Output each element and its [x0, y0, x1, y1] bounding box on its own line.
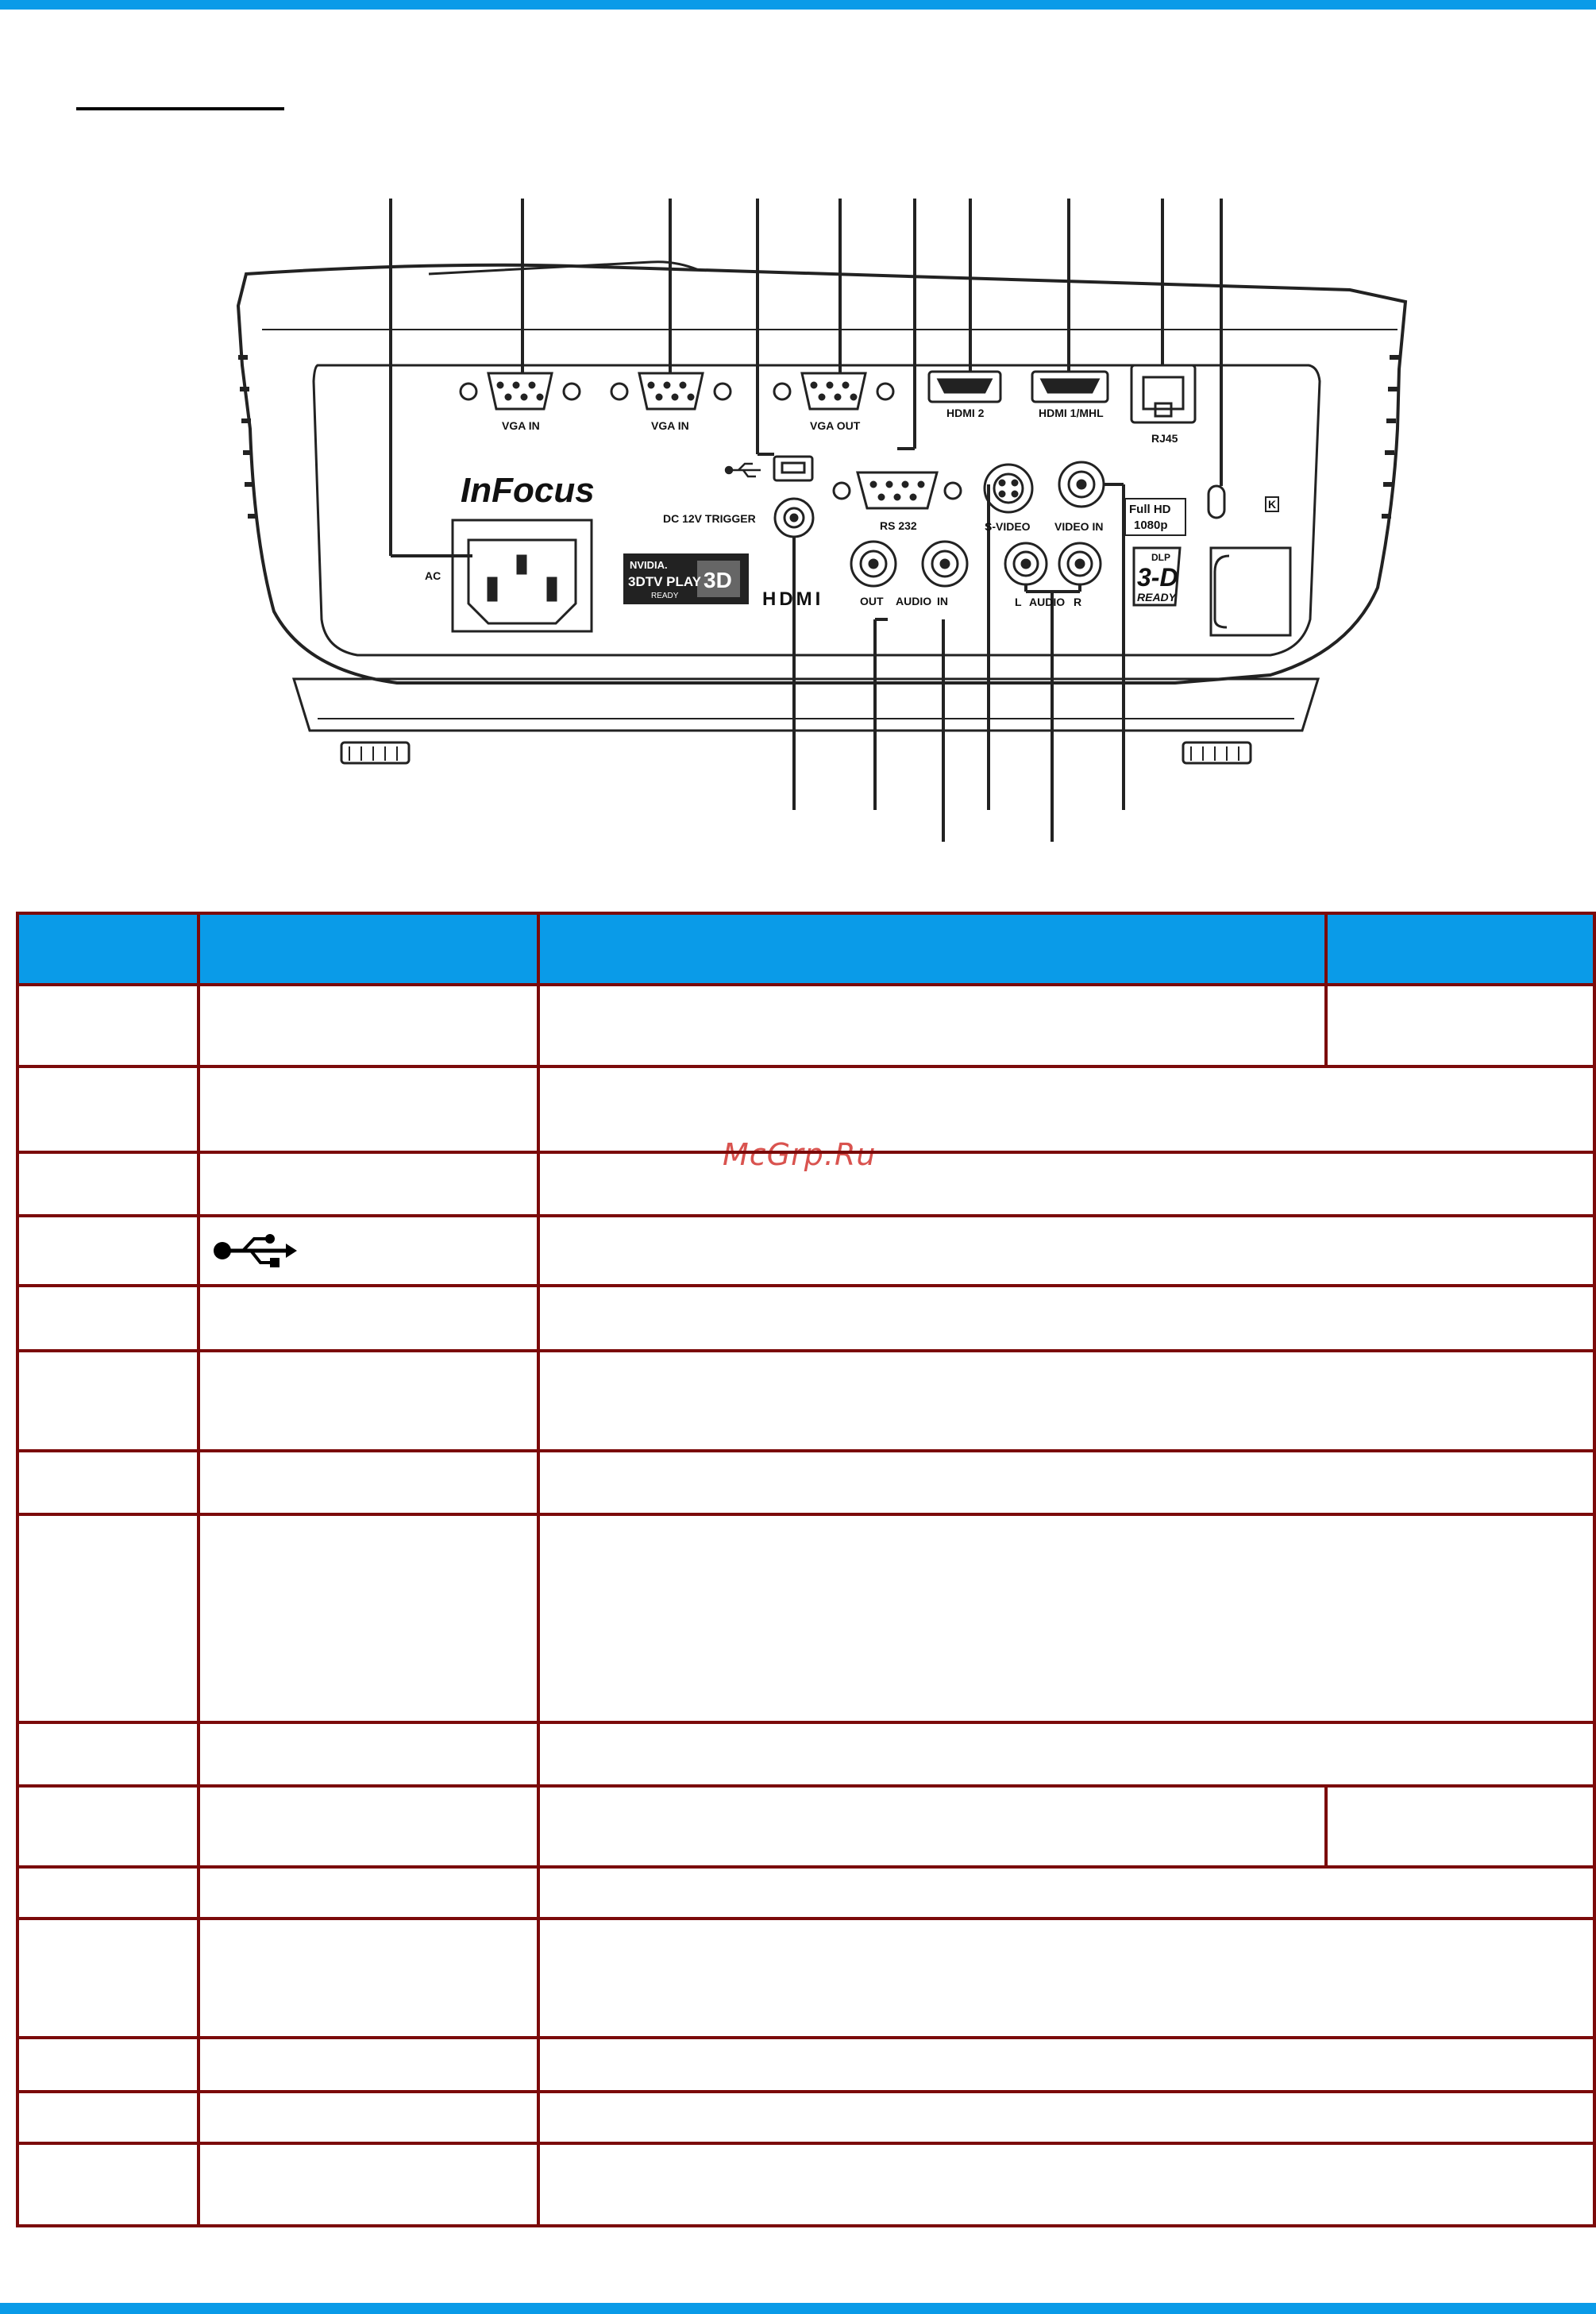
kensington-slot — [1209, 486, 1224, 518]
table-cell — [17, 1152, 199, 1216]
ac-power-inlet — [453, 520, 592, 631]
watermark: McGrp.Ru — [723, 1137, 877, 1172]
dlp-ready-label: READY — [1137, 591, 1177, 604]
usb-port — [774, 457, 812, 480]
label-audio-r: R — [1074, 596, 1082, 608]
table-row — [17, 1514, 1594, 1722]
label-vga-in-2: VGA IN — [651, 419, 689, 432]
label-svideo: S-VIDEO — [985, 520, 1031, 533]
audio-in-jack — [923, 542, 967, 586]
header-cell — [17, 913, 199, 985]
nvidia-3dtv-badge — [623, 553, 749, 604]
header-cell — [199, 913, 538, 985]
audio-l-jack — [1005, 543, 1047, 584]
header-cell — [1326, 913, 1594, 985]
hdmi-1-port — [1032, 372, 1108, 402]
fullhd-line1: Full HD — [1129, 503, 1171, 516]
label-audio-lr: AUDIO — [1029, 596, 1066, 608]
table-cell — [1326, 985, 1594, 1066]
table-row — [17, 985, 1594, 1066]
table-cell — [199, 1786, 538, 1867]
dlp-label: DLP — [1151, 552, 1170, 563]
foot-left — [341, 742, 409, 763]
table-cell — [538, 1066, 1594, 1152]
label-ac: AC — [425, 569, 441, 582]
security-bar — [1211, 548, 1290, 635]
connection-table — [16, 912, 1596, 2227]
infocus-logo: InFocus — [461, 471, 595, 510]
label-hdmi-1: HDMI 1/MHL — [1039, 407, 1104, 419]
dlp-3d-ready-badge — [1134, 548, 1180, 605]
table-cell — [199, 1066, 538, 1152]
table-cell — [538, 1286, 1594, 1351]
table-cell — [17, 2143, 199, 2226]
table-cell — [17, 1722, 199, 1786]
table-cell — [538, 1867, 1594, 1919]
audio-r-jack — [1059, 543, 1101, 584]
bottom-rule — [0, 2303, 1596, 2314]
top-rule — [0, 0, 1596, 10]
foot-right — [1183, 742, 1251, 763]
table-cell — [538, 2092, 1594, 2143]
video-in-jack — [1059, 462, 1104, 507]
vga-in-1-port — [461, 373, 580, 409]
table-cell — [1326, 1786, 1594, 1867]
table-cell — [538, 2038, 1594, 2092]
label-vga-out: VGA OUT — [810, 419, 861, 432]
table-cell — [17, 1066, 199, 1152]
table-cell — [199, 2038, 538, 2092]
table-cell — [538, 1351, 1594, 1451]
dlp-3d-label: 3-D — [1137, 563, 1178, 592]
table-cell — [199, 1216, 538, 1286]
table-cell — [17, 1451, 199, 1514]
fullhd-badge — [1125, 499, 1185, 535]
table-cell — [538, 1722, 1594, 1786]
header-cell — [538, 913, 1326, 985]
table-cell — [17, 1867, 199, 1919]
vga-out-port — [774, 373, 893, 409]
label-rs232: RS 232 — [880, 519, 917, 532]
table-row — [17, 1451, 1594, 1514]
usb-symbol-icon — [726, 464, 761, 476]
dc-trigger-jack — [775, 499, 813, 537]
table-cell — [17, 985, 199, 1066]
table-cell — [538, 1514, 1594, 1722]
table-cell — [17, 1216, 199, 1286]
table-cell — [199, 985, 538, 1066]
table-cell — [538, 1451, 1594, 1514]
table-cell — [538, 985, 1326, 1066]
vga-in-2-port — [611, 373, 731, 409]
table-cell — [538, 2143, 1594, 2226]
table-row — [17, 1786, 1594, 1867]
table-row — [17, 1216, 1594, 1286]
table-row — [17, 2038, 1594, 2092]
label-hdmi-2: HDMI 2 — [946, 407, 985, 419]
table-row — [17, 2092, 1594, 2143]
table-row — [17, 2143, 1594, 2226]
table-row — [17, 1152, 1594, 1216]
table-row — [17, 1286, 1594, 1351]
label-rj45: RJ45 — [1151, 432, 1178, 445]
table-cell — [199, 1351, 538, 1451]
label-vga-in-1: VGA IN — [502, 419, 540, 432]
hdmi-2-port — [929, 372, 1000, 402]
table-cell — [17, 1786, 199, 1867]
table-row — [17, 1867, 1594, 1919]
audio-out-jack — [851, 542, 896, 586]
table-cell — [17, 1351, 199, 1451]
table-cell — [199, 1867, 538, 1919]
label-audio-in: IN — [937, 595, 948, 607]
table-header-row — [17, 913, 1594, 985]
label-kensington: K — [1268, 498, 1277, 511]
projector-top-outline — [238, 265, 1405, 683]
table-cell — [538, 1152, 1594, 1216]
table-cell — [199, 2143, 538, 2226]
table-cell — [538, 1216, 1594, 1286]
tdtv-ready-label: READY — [651, 592, 679, 600]
svideo-port — [985, 465, 1032, 512]
table-row — [17, 1722, 1594, 1786]
table-cell — [17, 1286, 199, 1351]
table-cell — [199, 2092, 538, 2143]
table-cell — [17, 1514, 199, 1722]
table-cell — [17, 1919, 199, 2038]
tdtv-3d-label: 3D — [704, 568, 732, 592]
tdtv-label: 3DTV PLAY — [628, 574, 701, 589]
table-cell — [538, 1786, 1326, 1867]
heading-underline — [76, 107, 284, 110]
fullhd-line2: 1080p — [1134, 519, 1168, 532]
table-cell — [199, 1451, 538, 1514]
table-cell — [199, 1514, 538, 1722]
projector-rear-panel-figure — [0, 191, 1596, 850]
table-row — [17, 1351, 1594, 1451]
table-cell — [538, 1919, 1594, 2038]
usb-icon — [210, 1231, 297, 1271]
label-audio: AUDIO — [896, 595, 932, 607]
table-row — [17, 1066, 1594, 1152]
rs232-port — [834, 472, 961, 508]
table-cell — [17, 2092, 199, 2143]
label-dc-trigger: DC 12V TRIGGER — [663, 512, 756, 525]
table-cell — [199, 1919, 538, 2038]
hdmi-logo: HDMI — [762, 588, 824, 610]
table-cell — [17, 2038, 199, 2092]
label-audio-l: L — [1015, 596, 1022, 608]
label-audio-out: OUT — [860, 595, 884, 607]
label-video-in: VIDEO IN — [1054, 520, 1104, 533]
rj45-port — [1131, 365, 1195, 422]
nvidia-label: NVIDIA. — [630, 559, 668, 571]
table-cell — [199, 1152, 538, 1216]
table-row — [17, 1919, 1594, 2038]
table-cell — [199, 1286, 538, 1351]
table-cell — [199, 1722, 538, 1786]
